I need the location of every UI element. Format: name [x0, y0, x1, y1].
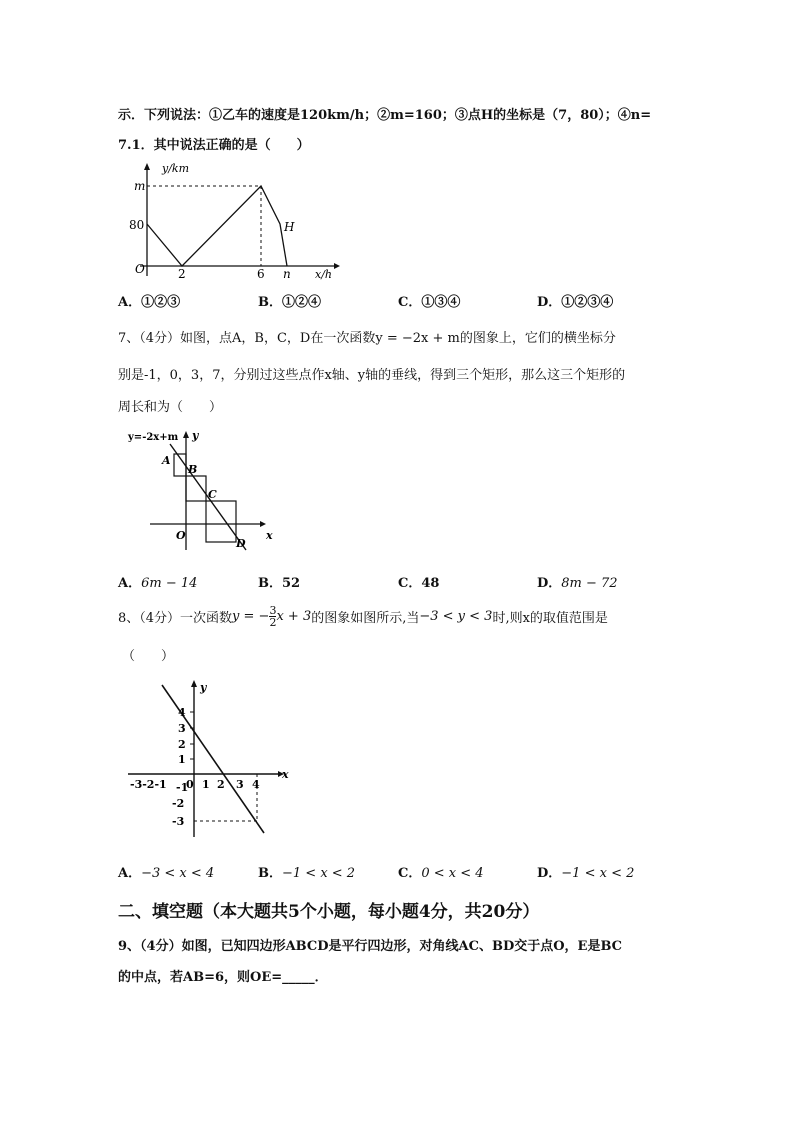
q8-ytick-2: 2	[178, 738, 186, 751]
q7-option-d[interactable]: D．8m − 72	[537, 576, 618, 591]
q7-option-b[interactable]: B．52	[258, 576, 301, 591]
q8-xtick-3: 3	[236, 778, 244, 791]
q6-y-axis-label: y/km	[162, 162, 190, 175]
q7-point-b-label: B	[188, 463, 198, 476]
q8-text-line2: （ ）	[122, 649, 175, 664]
q8-option-b[interactable]: B．−1 < x < 2	[258, 866, 356, 881]
q6-x6-label: 6	[257, 267, 265, 280]
q6-distance-time-graph	[118, 158, 348, 280]
q6-origin-label: O	[135, 262, 145, 276]
q7-point-c-label: C	[208, 488, 217, 501]
q6-option-d[interactable]: D．①②③④	[537, 295, 614, 310]
q6-h-label: H	[284, 220, 295, 234]
q8-ytick-3: 3	[178, 722, 186, 735]
q8-y-axis-label: y	[200, 681, 207, 694]
q8-x-axis-label: x	[282, 768, 289, 781]
q6-option-a[interactable]: A．①②③	[118, 295, 181, 310]
q7-option-c[interactable]: C．48	[398, 576, 440, 591]
q9-text-line2: 的中点，若AB=6，则OE=_____．	[118, 970, 328, 985]
q7-text-line2: 别是-1，0，3，7，分别过这些点作x轴、y轴的垂线，得到三个矩形，那么这三个矩形的	[118, 368, 626, 383]
q6-option-b[interactable]: B．①②④	[258, 295, 321, 310]
q7-point-d-label: D	[236, 537, 246, 550]
section-fill-in-title: 二、填空题（本大题共5个小题，每小题4分，共20分）	[118, 902, 540, 922]
q7-point-a-label: A	[162, 454, 171, 467]
q6-text-line2: 7.1．其中说法正确的是（ ）	[118, 138, 310, 153]
q7-text-line3: 周长和为（ ）	[118, 400, 223, 415]
q8-option-a[interactable]: A．−3 < x < 4	[118, 866, 215, 881]
q8-linear-function-graph	[126, 675, 296, 845]
q7-origin-label: O	[176, 529, 186, 542]
q7-x-label: x	[266, 529, 273, 542]
q8-fraction: $\frac{3}{2}$	[269, 603, 277, 629]
q6-y80-label: 80	[129, 218, 145, 232]
q9-text-line1: 9、（4分）如图，已知四边形ABCD是平行四边形，对角线AC、BD交于点O，E是BC	[118, 939, 623, 954]
q6-x-axis-label: x/h	[315, 268, 332, 280]
q8-xtick-1: 1	[202, 778, 210, 791]
q6-option-c[interactable]: C．①③④	[398, 295, 461, 310]
q8-ytick-1: 1	[178, 753, 186, 766]
q8-option-d[interactable]: D．−1 < x < 2	[537, 866, 635, 881]
q7-y-label: y	[192, 429, 199, 442]
q8-option-c[interactable]: C．0 < x < 4	[398, 866, 484, 881]
q6-xn-label: n	[283, 267, 291, 280]
q8-ytick-neg3: -3	[172, 815, 185, 828]
q8-xtick-2: 2	[217, 778, 225, 791]
q6-x2-label: 2	[178, 267, 186, 280]
q8-ytick-4: 4	[178, 706, 186, 719]
q8-xticks-negative: -3-2-1	[130, 778, 167, 791]
q8-ytick-neg2: -2	[172, 797, 185, 810]
q6-m-label: m	[134, 179, 146, 193]
q8-ytick-neg1: -1	[176, 781, 189, 794]
q6-text-line1: 示．下列说法：①乙车的速度是120km/h；②m=160；③点H的坐标是（7，80）；④n=	[118, 108, 652, 123]
q8-text-line1: 8、（4分）一次函数 y = − $\frac{3}{2}$ x + 3 的图象如图所示,当 −3 < y < 3 时,则x的取值范围是	[118, 603, 608, 629]
q7-option-a[interactable]: A．6m − 14	[118, 576, 198, 591]
q7-func-label: y=-2x+m	[128, 432, 179, 443]
q8-xtick-4: 4	[252, 778, 260, 791]
q8-xtick-0: 0	[186, 778, 194, 791]
q7-rectangles-graph	[126, 426, 276, 554]
q7-text-line1: 7、（4分）如图，点A，B，C，D在一次函数y = −2x + m的图象上，它们的横坐标分	[118, 331, 616, 346]
